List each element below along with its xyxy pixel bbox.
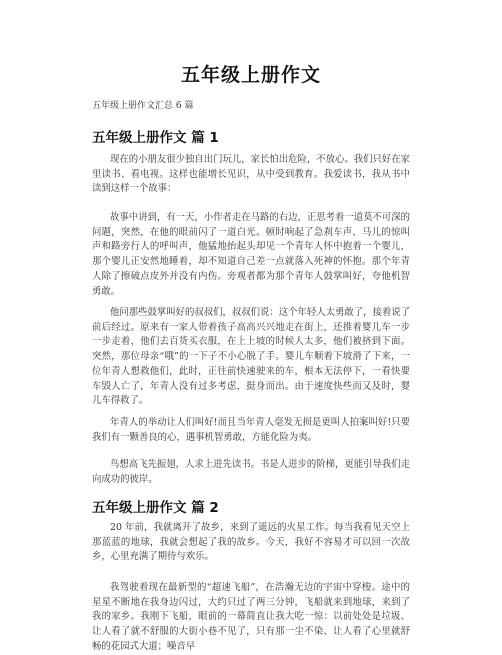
section-1-paragraph-3: 他问那些鼓掌叫好的叔叔们，叔叔们说：这个年轻人太勇敢了，接着说了前后经过。原来有一家人带着孩子高高兴兴地走在街上，还推着婴儿车一步一步走着，他们去百货买衣服，在上上坡的时候人太多，他们被挤到下面。突然，那位母亲“哦”的一下子不小心脱了手。婴儿车顺着下坡滑了下来，一位年青人想救他们，此时，正往前快速驶来的车，根本无法停下，一看快要车毁人亡了，年青人没有过多考虑，挺身而出。由于速度快些而又及时，婴儿车得救了。 [92, 307, 411, 407]
section-2-paragraph-1: 20 年前，我就离开了故乡，来到了遥远的火星工作。每当我看见天空上那蓝蓝的地球，我就会想起了我的故乡。今天，我好不容易才可以回一次故乡，心里充满了期待与欢乐。 [92, 522, 410, 563]
document-title: 五年级上册作文 [180, 64, 321, 86]
document-subtitle: 五年级上册作文汇总 6 篇 [92, 101, 194, 111]
section-1-paragraph-5: 鸟想高飞先振翅，人求上进先读书。书是人进步的阶梯，更能引导我们走向成功的彼岸。 [92, 459, 411, 485]
section-2-paragraph-2: 我驾驶着现在最新型的“超速飞船”，在浩瀚无边的宇宙中穿梭。途中的星星不断地在我身边闪过，大约只过了两三分钟，飞船就来到地球，来到了我的家乡。我刚下飞船，眼前的一幕简直让我大吃一惊：以前处处是垃圾、让人看了就不舒服的大街小巷不见了，只有那一尘不染、让人看了心里就舒畅的花园式大道；噪音早 [92, 582, 410, 652]
section-1-paragraph-4: 年青人的举动让人们叫好!而且当年青人毫发无损是更叫人拍案叫好!只要我们有一颗善良的心，遇事机智勇敢，方能化险为夷。 [92, 417, 410, 443]
section-1-paragraph-2: 故事中讲到，有一天，小作者走在马路的右边，正思考着一道莫不可深的问题，突然，在他的眼前闪了一道白光。顿时响起了急刹车声、马儿的惊叫声和路旁行人的呼叫声，他猛地抬起头却见一个青年人怀中抱着一个婴儿，那个婴儿正安然地睡着，却不知道自己差一点就落入死神的怀抱。那个年青人除了擦破点皮外并没有内伤。旁观者都为那个青年人鼓掌叫好，夸他机智勇敢。 [92, 212, 411, 297]
section-1-heading: 五年级上册作文 篇 1 [92, 130, 219, 146]
section-2-heading: 五年级上册作文 篇 2 [92, 500, 219, 516]
section-1-paragraph-1: 现在的小朋友很少独自出门玩儿，家长怕出危险，不放心。我们只好在家里读书、看电视。这样也能增长见识，从中受到教育。我爱读书，我从书中读到这样一个故事： [92, 154, 411, 195]
